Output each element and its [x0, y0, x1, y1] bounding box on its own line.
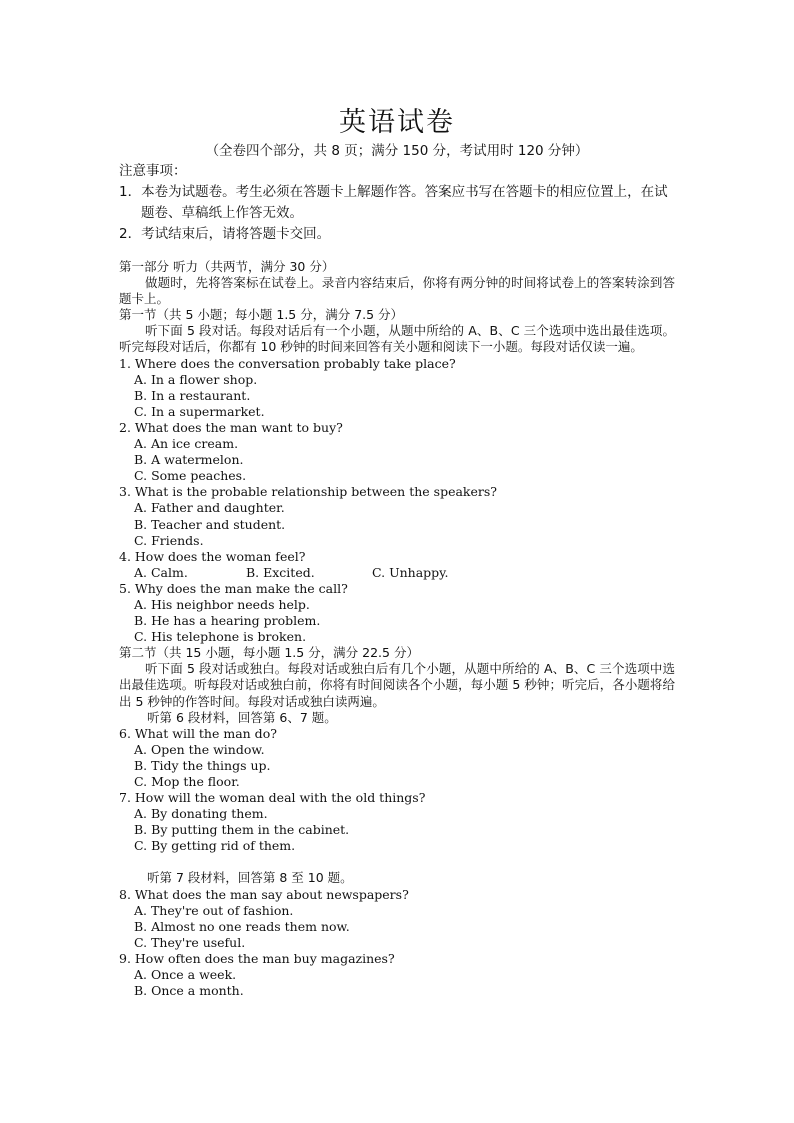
option-c: C. Unhappy.	[372, 564, 449, 580]
option-b: B. A watermelon.	[134, 452, 244, 468]
option-a: A. Calm.	[134, 564, 188, 580]
option-a: A. Father and daughter.	[134, 500, 285, 516]
question-2	[119, 420, 675, 484]
question-7	[119, 790, 675, 854]
option-b: B. Teacher and student.	[134, 516, 286, 532]
option-c: C. By getting rid of them.	[134, 838, 296, 854]
option-c: C. His telephone is broken.	[134, 629, 307, 645]
question-stem: 5. Why does the man make the call?	[119, 580, 348, 596]
option-b: B. He has a hearing problem.	[134, 613, 321, 629]
question-3	[119, 484, 675, 548]
question-8	[119, 887, 675, 951]
section1-heading: 第一节（共 5 小题；每小题 1.5 分，满分 7.5 分）	[119, 307, 404, 323]
option-c: C. Friends.	[134, 532, 204, 548]
question-1	[119, 356, 675, 420]
option-c: C. In a supermarket.	[134, 403, 265, 419]
part1-intro: 做题时，先将答案标在试卷上。录音内容结束后，你将有两分钟的时间将试卷上的答案转涂到答题卡上。	[119, 275, 675, 307]
question-5	[119, 581, 675, 645]
option-a: A. In a flower shop.	[134, 371, 258, 387]
note-item: 1．本卷为试题卷。考生必须在答题卡上解题作答。答案应书写在答题卡的相应位置上，在试题卷、草稿纸上作答无效。	[119, 184, 668, 221]
question-stem: 2. What does the man want to buy?	[119, 419, 343, 435]
part1-body	[119, 259, 675, 999]
section1-instructions: 听下面 5 段对话。每段对话后有一个小题，从题中所给的 A、B、C 三个选项中选出最佳选项。听完每段对话后，你都有 10 秒钟的时间来回答有关小题和阅读下一小题。每段对话仅读一遍。	[119, 323, 675, 355]
question-stem: 8. What does the man say about newspapers?	[119, 886, 409, 902]
exam-title: 英语试卷	[339, 107, 455, 138]
material-7-note: 听第 7 段材料，回答第 8 至 10 题。	[147, 870, 353, 886]
question-4	[119, 549, 675, 581]
question-stem: 7. How will the woman deal with the old things?	[119, 790, 426, 806]
material-6-note: 听第 6 段材料，回答第 6、7 题。	[147, 709, 337, 725]
option-a: A. An ice cream.	[134, 436, 239, 452]
option-a: A. His neighbor needs help.	[134, 596, 310, 612]
spacer	[119, 854, 675, 870]
option-b: B. Once a month.	[134, 983, 244, 999]
question-stem: 3. What is the probable relationship between the speakers?	[119, 484, 497, 500]
option-b: B. In a restaurant.	[134, 387, 251, 403]
option-c: C. They're useful.	[134, 934, 246, 950]
notes-block	[119, 161, 679, 245]
question-stem: 9. How often does the man buy magazines?	[119, 950, 395, 966]
option-c: C. Some peaches.	[134, 468, 247, 484]
notes-heading: 注意事项：	[119, 163, 187, 179]
question-stem: 6. What will the man do?	[119, 725, 277, 741]
question-6	[119, 726, 675, 790]
option-b: B. Excited.	[246, 564, 315, 580]
question-9	[119, 951, 675, 999]
options-row	[119, 565, 675, 581]
question-stem: 1. Where does the conversation probably take place?	[119, 355, 456, 371]
section2-heading: 第二节（共 15 小题，每小题 1.5 分，满分 22.5 分）	[119, 645, 419, 661]
option-b: B. By putting them in the cabinet.	[134, 822, 350, 838]
option-c: C. Mop the floor.	[134, 774, 240, 789]
option-a: A. By donating them.	[134, 806, 268, 822]
question-stem: 4. How does the woman feel?	[119, 548, 306, 564]
option-b: B. Tidy the things up.	[134, 757, 271, 773]
option-a: A. They're out of fashion.	[134, 902, 294, 918]
exam-subtitle: （全卷四个部分，共 8 页；满分 150 分，考试用时 120 分钟）	[205, 143, 589, 159]
part1-heading: 第一部分 听力（共两节，满分 30 分）	[119, 259, 335, 274]
option-a: A. Once a week.	[134, 967, 237, 983]
section2-instructions: 听下面 5 段对话或独白。每段对话或独白后有几个小题，从题中所给的 A、B、C 三个选项中选出最佳选项。听每段对话或独白前，你将有时间阅读各个小题，每小题 5 秒钟；听完后，各小题将给出 5 秒钟的作答时间。每段对话或独白读两遍。	[119, 661, 675, 709]
option-b: B. Almost no one reads them now.	[134, 918, 350, 934]
note-item: 2．考试结束后，请将答题卡交回。	[119, 226, 331, 242]
option-a: A. Open the window.	[134, 741, 265, 757]
